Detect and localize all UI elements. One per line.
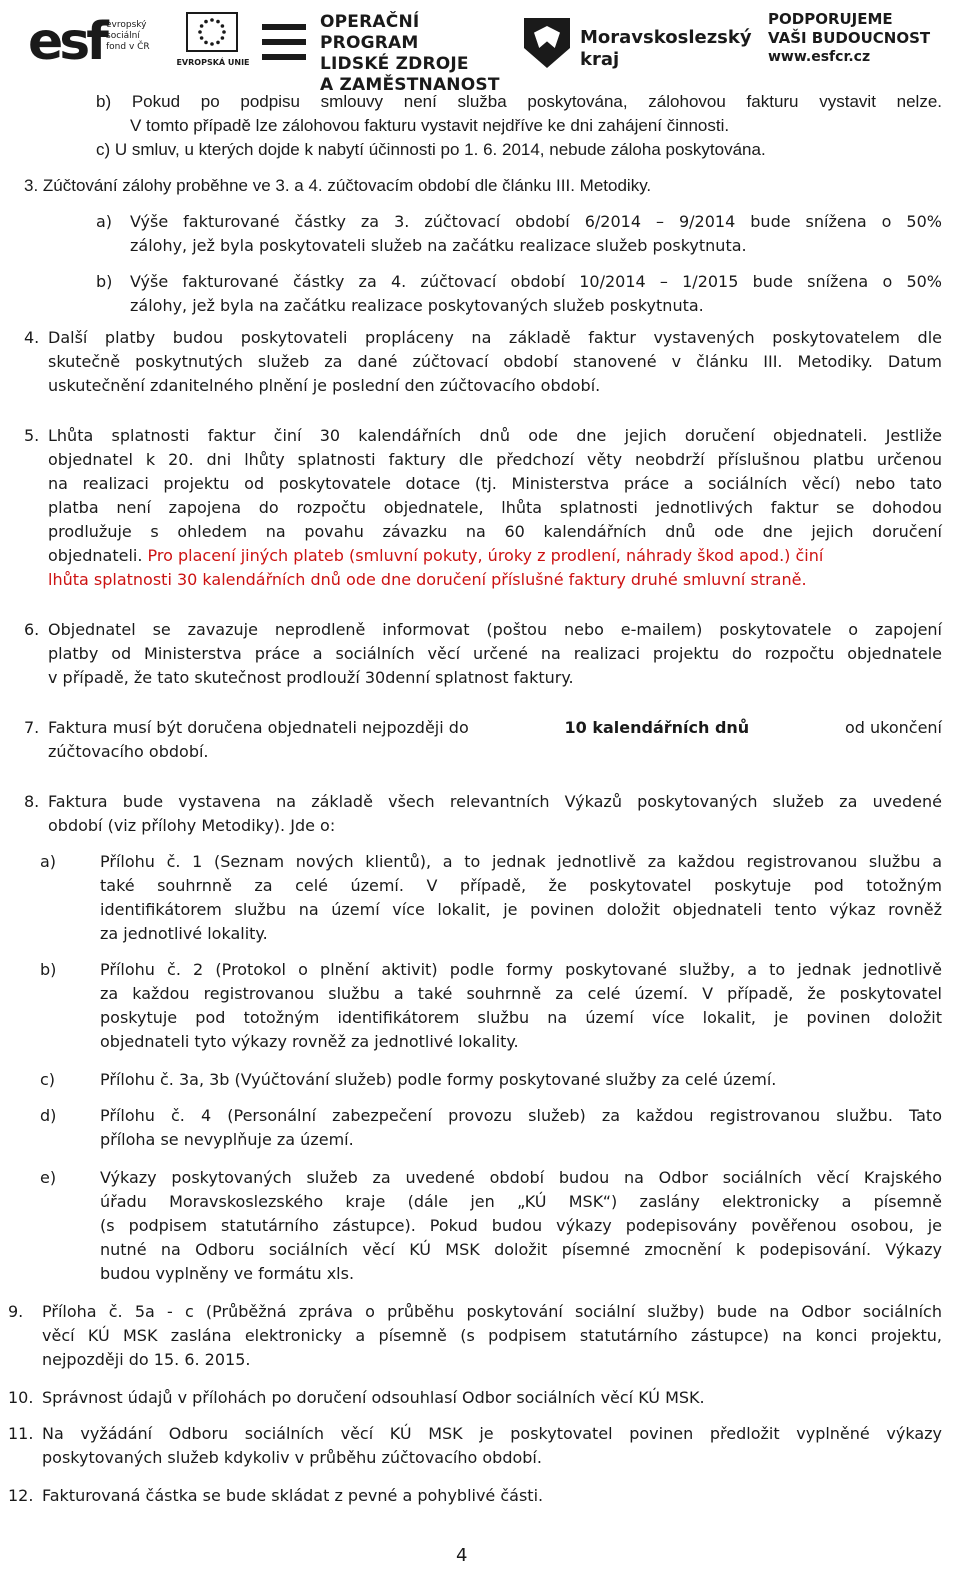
- p11-num: 11.: [8, 1424, 34, 1443]
- p7-bold: 10 kalendářních dnů: [564, 718, 750, 737]
- p8b-line1: Přílohu č. 2 (Protokol o plnění aktivit) podle formy poskytované služby, a to jednak jednotlivě: [100, 960, 942, 979]
- p8d-line1: Přílohu č. 4 (Personální zabezpečení provozu služeb) za každou registrovanou službu. Tato: [100, 1106, 942, 1125]
- p8-line2: období (viz přílohy Metodiky). Jde o:: [48, 816, 336, 835]
- p8d-line2: příloha se nevyplňuje za území.: [100, 1130, 354, 1149]
- p3a-label: a): [96, 212, 113, 231]
- msk-shield-icon: [524, 18, 570, 68]
- p4-num: 4.: [24, 328, 40, 347]
- p8e-line2: úřadu Moravskoslezského kraje (dále jen „KÚ MSK“) zaslány elektronicky a písemně: [100, 1192, 942, 1211]
- p6-line2: platby od Ministerstva práce a sociálních věcí určené na realizaci projektu do rozpočtu objednatele: [48, 644, 942, 663]
- p7-line2: zúčtovacího období.: [48, 742, 209, 761]
- p5-line3: na realizaci projektu od poskytovatele dotace (tj. Ministerstva práce a sociálních věcí) nebo tato: [48, 474, 942, 493]
- p8e-line3: (s podpisem statutárního zástupce). Pokud budou výkazy podepisovány pověřenou osobou, je: [100, 1216, 942, 1235]
- p4-line3: uskutečnění zdanitelného plnění je poslední den zúčtovacího období.: [48, 376, 601, 395]
- p5-line7-red: lhůta splatnosti 30 kalendářních dnů ode dne doručení příslušné faktury druhé smluvní straně.: [48, 570, 807, 589]
- p8a-line3: identifikátorem službu na území více lokalit, je povinen doložit objednateli tento výkaz rovněž: [100, 900, 942, 919]
- p5-line5: prodlužuje s ohledem na povahu závazku na 60 kalendářních dnů ode dne jejich doručení: [48, 522, 942, 541]
- p10-line1: Správnost údajů v přílohách po doručení odsouhlasí Odbor sociálních věcí KÚ MSK.: [42, 1388, 705, 1407]
- p8b-line4: objednateli tyto výkazy rovněž za jednotlivé lokality.: [100, 1032, 519, 1051]
- p10-num: 10.: [8, 1388, 34, 1407]
- p11-line1: Na vyžádání Odboru sociálních věcí KÚ MSK je poskytovatel povinen předložit vyplněné výkazy: [42, 1424, 942, 1443]
- support-slogan: PODPORUJEME VAŠI BUDOUCNOST www.esfcr.cz: [768, 10, 931, 65]
- p8a-label: a): [40, 852, 57, 871]
- header-logo-bar: [24, 6, 940, 95]
- item-c: c) U smluv, u kterých dojde k nabytí účinnosti po 1. 6. 2014, nebude záloha poskytována.: [96, 140, 766, 159]
- p11-line2: poskytovaných služeb kdykoliv v průběhu zúčtovacího období.: [42, 1448, 542, 1467]
- page-number: 4: [456, 1545, 468, 1566]
- p8-line1: Faktura bude vystavena na základě všech relevantních Výkazů poskytovaných služeb za uvedené: [48, 792, 942, 811]
- p8b-line2: za každou registrovanou službu a také souhrnně za celé území. V případě, že poskytovatel: [100, 984, 942, 1003]
- p8a-line1: Přílohu č. 1 (Seznam nových klientů), a to jednak jednotlivě za každou registrovanou službu a: [100, 852, 942, 871]
- p12-num: 12.: [8, 1486, 34, 1505]
- p8e-line4: nutné na Odboru sociálních věcí KÚ MSK doložit písemné zmocnění k podepisování. Výkazy: [100, 1240, 942, 1259]
- esf-logo-subtitle: evropský sociální fond v ČR: [106, 20, 150, 52]
- p4-line1: Další platby budou poskytovateli propláceny na základě faktur vystavených poskytovatelem dle: [48, 328, 942, 347]
- p8b-line3: poskytuje pod totožným identifikátorem službu na území více lokalit, je povinen doložit: [100, 1008, 942, 1027]
- msk-name: Moravskoslezský: [580, 27, 752, 48]
- item-b-line2: V tomto případě lze zálohovou fakturu vystavit nejdříve ke dni zahájení činnosti.: [130, 116, 730, 135]
- p9-line1: Příloha č. 5a - c (Průběžná zpráva o průběhu poskytování sociální služby) bude na Odbor sociálních: [42, 1302, 942, 1321]
- msk-kraj: kraj: [580, 49, 620, 70]
- p7-line1: [48, 716, 942, 740]
- p4-line2: skutečně poskytnutých služeb za dané zúčtovací období stanovené v článku III. Metodiky. Datum: [48, 352, 942, 371]
- p5-line1: Lhůta splatnosti faktur činí 30 kalendářních dnů ode dne jejich doručení objednateli. Jestliže: [48, 426, 942, 445]
- p8c-label: c): [40, 1070, 56, 1089]
- p8e-line1: Výkazy poskytovaných služeb za uvedené období budou na Odbor sociálních věcí Krajského: [100, 1168, 942, 1187]
- eu-label: EVROPSKÁ UNIE: [176, 58, 250, 67]
- item-b-line1: b) Pokud po podpisu smlouvy není služba poskytována, zálohovou fakturu vystavit nelze.: [96, 92, 942, 111]
- p5-line6-red: Pro placení jiných plateb (smluvní pokuty, úroky z prodlení, náhrady škod apod.) činí: [147, 546, 824, 565]
- msk-logo: [524, 8, 764, 76]
- eu-flag-icon: [186, 12, 238, 52]
- p3b-line1: Výše fakturované částky za 4. zúčtovací období 10/2014 – 1/2015 bude snížena o 50%: [130, 272, 942, 291]
- eu-flag-logo: [174, 8, 252, 76]
- p3b-label: b): [96, 272, 113, 291]
- p9-num: 9.: [8, 1302, 24, 1321]
- esf-logo: [28, 8, 178, 76]
- op-lzz-logo: [262, 8, 502, 95]
- p3a-line2: zálohy, jež byla poskytovateli služeb na začátku realizace služeb poskytnuta.: [130, 236, 747, 255]
- p6-num: 6.: [24, 620, 40, 639]
- p9-line3: nejpozději do 15. 6. 2015.: [42, 1350, 251, 1369]
- p7-text-b: od ukončení: [844, 718, 942, 737]
- p6-line1: Objednatel se zavazuje neprodleně informovat (poštou nebo e-mailem) poskytovatele o zapojení: [48, 620, 942, 639]
- p7-text-a: Faktura musí být doručena objednateli nejpozději do: [48, 718, 469, 737]
- p7-num: 7.: [24, 718, 40, 737]
- p5-line6-black: objednateli.: [48, 546, 143, 565]
- p5-line4: platba není zapojena do rozpočtu objednatele, lhůta splatnosti jednotlivých faktur se dohodou: [48, 498, 942, 517]
- p9-line2: věcí KÚ MSK zaslána elektronicky a písemně (s podpisem statutárního zástupce) na konci projektu,: [42, 1326, 942, 1345]
- p3b-line2: zálohy, jež byla na začátku realizace poskytovaných služeb poskytnuta.: [130, 296, 704, 315]
- p8c-line1: Přílohu č. 3a, 3b (Vyúčtování služeb) podle formy poskytované služby za celé území.: [100, 1070, 777, 1089]
- op-mark-icon: [262, 20, 306, 64]
- p8b-label: b): [40, 960, 57, 979]
- eu-stars-icon: [188, 14, 236, 50]
- p8e-label: e): [40, 1168, 57, 1187]
- para-3: 3. Zúčtování zálohy proběhne ve 3. a 4. zúčtovacím období dle článku III. Metodiky.: [24, 176, 652, 195]
- p8e-line5: budou vyplněny ve formátu xls.: [100, 1264, 355, 1283]
- p8a-line2: také souhrnně za celé území. V případě, že poskytovatel poskytuje pod totožným: [100, 876, 942, 895]
- p8d-label: d): [40, 1106, 57, 1125]
- p3a-line1: Výše fakturované částky za 3. zúčtovací období 6/2014 – 9/2014 bude snížena o 50%: [130, 212, 942, 231]
- p5-line2: objednatel k 20. dni lhůty splatnosti faktury dle předchozí věty neobdrží příslušnou platbu určenou: [48, 450, 942, 469]
- p8-num: 8.: [24, 792, 40, 811]
- p6-line3: v případě, že tato skutečnost prodlouží 30denní splatnost faktury.: [48, 668, 574, 687]
- esf-logo-text: esf: [28, 12, 105, 72]
- op-text: OPERAČNÍ PROGRAM LIDSKÉ ZDROJE A ZAMĚSTNANOST: [320, 12, 500, 95]
- p12-line1: Fakturovaná částka se bude skládat z pevné a pohyblivé části.: [42, 1486, 544, 1505]
- p5-line6: [48, 544, 823, 568]
- p8a-line4: za jednotlivé lokality.: [100, 924, 268, 943]
- p5-num: 5.: [24, 426, 40, 445]
